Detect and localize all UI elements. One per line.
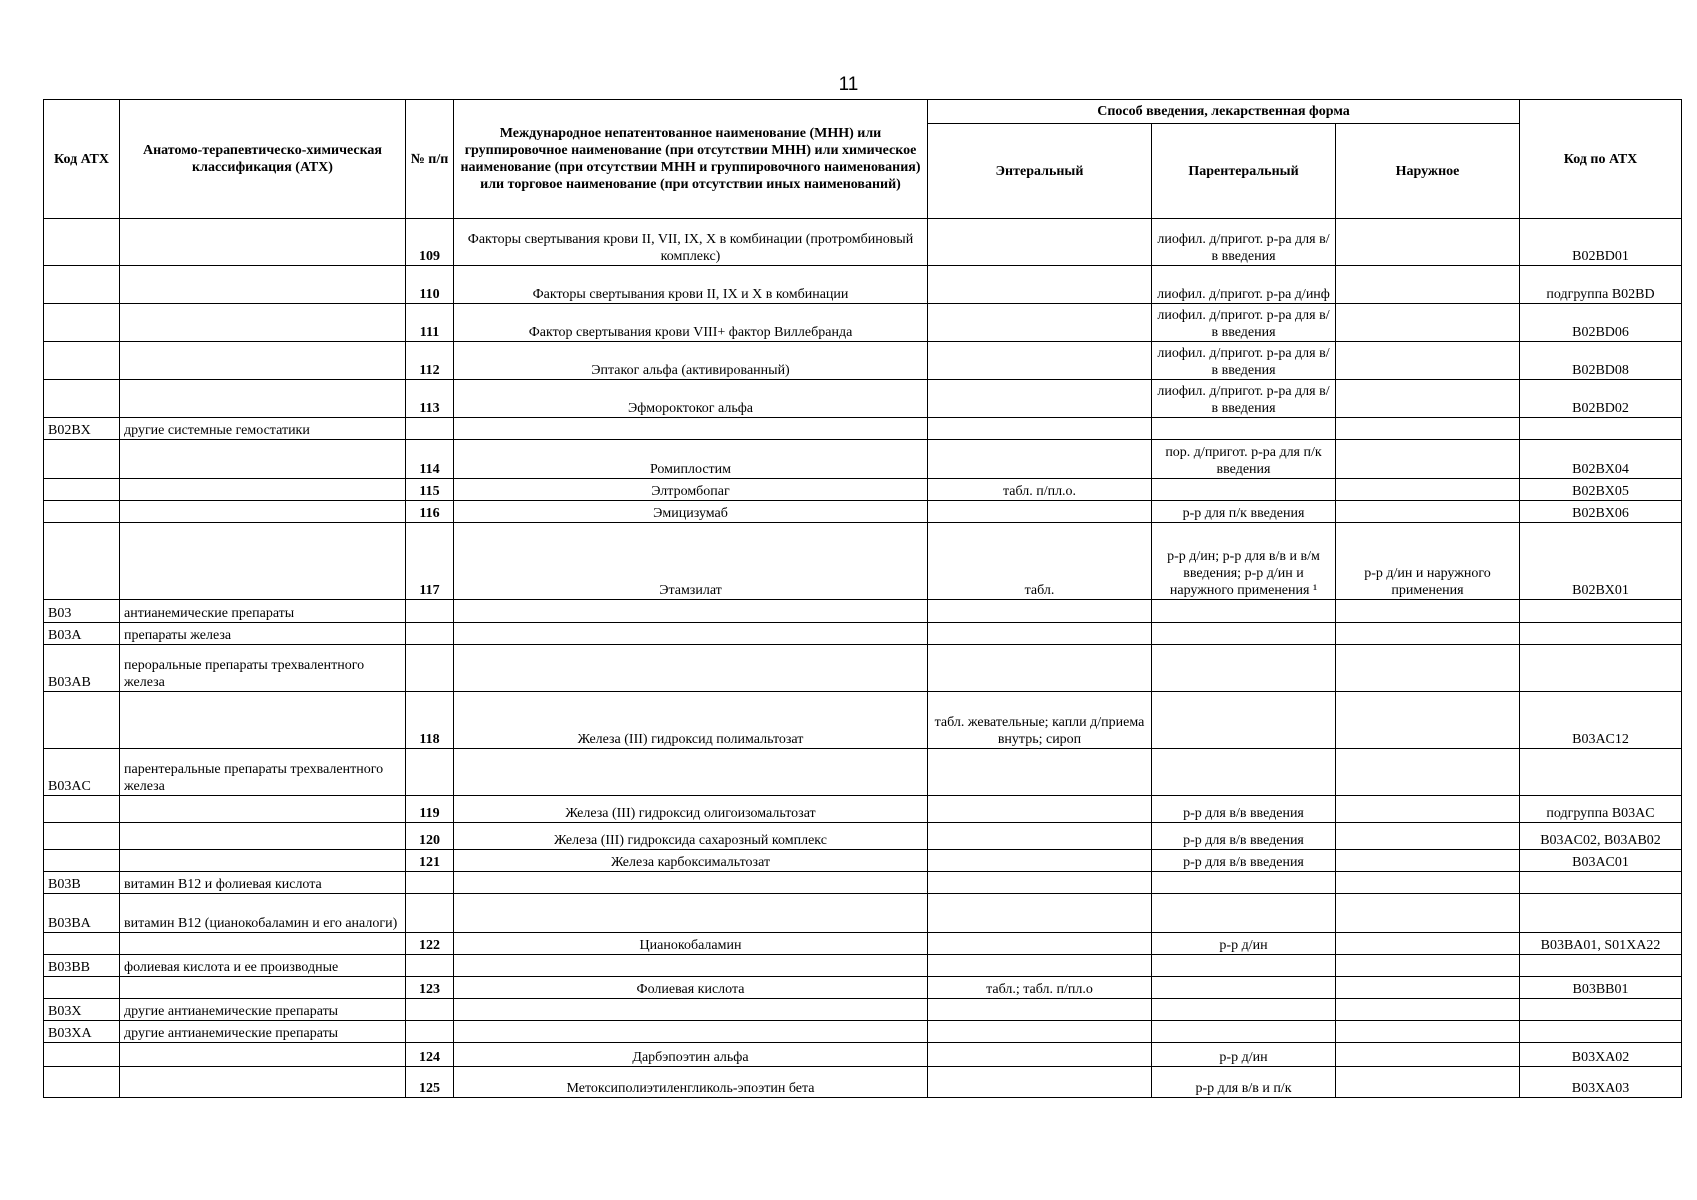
atc-code-cell: B03B [44,872,120,894]
group-row [44,999,1682,1021]
number-cell [406,872,454,894]
parenteral-cell: р-р д/ин [1152,933,1336,955]
inn-cell: Дарбэпоэтин альфа [454,1043,928,1067]
drug-table [43,99,1682,1098]
header-enteral: Энтеральный [928,124,1152,219]
atx-code-cell: B03XA02 [1520,1043,1682,1067]
atx-code-cell [1520,418,1682,440]
atx-code-cell: B03BA01, S01XA22 [1520,933,1682,955]
classification-cell [120,1067,406,1098]
external-cell [1336,999,1520,1021]
parenteral-cell [1152,645,1336,692]
inn-cell: Цианокобаламин [454,933,928,955]
classification-cell [120,523,406,600]
number-cell [406,749,454,796]
header-external: Наружное [1336,124,1520,219]
atc-code-cell: B03 [44,600,120,623]
classification-cell [120,219,406,266]
inn-cell [454,999,928,1021]
enteral-cell [928,501,1152,523]
classification-cell [120,440,406,479]
atx-code-cell [1520,600,1682,623]
atc-code-cell [44,304,120,342]
classification-cell: препараты железа [120,623,406,645]
inn-cell: Ромиплостим [454,440,928,479]
inn-cell: Этамзилат [454,523,928,600]
inn-cell [454,955,928,977]
enteral-cell [928,1043,1152,1067]
group-row [44,872,1682,894]
header-atc-code: Код АТХ [44,100,120,219]
classification-cell: витамин B12 и фолиевая кислота [120,872,406,894]
enteral-cell [928,304,1152,342]
classification-cell [120,304,406,342]
inn-cell: Факторы свертывания крови II, VII, IX, X в комбинации (протромбиновый комплекс) [454,219,928,266]
enteral-cell [928,219,1152,266]
inn-cell [454,1021,928,1043]
number-cell: 123 [406,977,454,999]
number-cell: 124 [406,1043,454,1067]
classification-cell [120,479,406,501]
external-cell [1336,1043,1520,1067]
external-cell [1336,623,1520,645]
atx-code-cell [1520,894,1682,933]
page-number: 11 [838,74,859,95]
inn-cell: Факторы свертывания крови II, IX и X в комбинации [454,266,928,304]
atc-code-cell [44,850,120,872]
header-classification: Анатомо-терапевтическо-химическая классификация (АТХ) [120,100,406,219]
inn-cell: Эмицизумаб [454,501,928,523]
table-row [44,850,1682,872]
atx-code-cell: подгруппа B02BD [1520,266,1682,304]
enteral-cell [928,872,1152,894]
enteral-cell [928,955,1152,977]
parenteral-cell [1152,749,1336,796]
enteral-cell: табл.; табл. п/пл.о [928,977,1152,999]
external-cell [1336,501,1520,523]
enteral-cell [928,645,1152,692]
parenteral-cell: р-р для в/в и п/к [1152,1067,1336,1098]
external-cell [1336,380,1520,418]
classification-cell [120,342,406,380]
header-inn: Международное непатентованное наименование (МНН) или группировочное наименование (при отсутствии МНН) или химическое наименование (при отсутствии МНН и группировочного наименования) или торговое наименование (при отсутствии иных наименований) [454,100,928,219]
external-cell [1336,850,1520,872]
atx-code-cell: подгруппа B03AC [1520,796,1682,823]
enteral-cell [928,600,1152,623]
classification-cell [120,796,406,823]
number-cell: 110 [406,266,454,304]
classification-cell: антианемические препараты [120,600,406,623]
header-parenteral: Парентеральный [1152,124,1336,219]
atc-code-cell: B03X [44,999,120,1021]
inn-cell: Железа (III) гидроксида сахарозный комплекс [454,823,928,850]
atc-code-cell [44,1067,120,1098]
parenteral-cell: лиофил. д/пригот. р-ра для в/в введения [1152,342,1336,380]
number-cell: 119 [406,796,454,823]
external-cell [1336,823,1520,850]
group-row [44,418,1682,440]
table-row [44,479,1682,501]
atc-code-cell [44,479,120,501]
inn-cell: Метоксиполиэтиленгликоль-эпоэтин бета [454,1067,928,1098]
atc-code-cell [44,692,120,749]
atc-code-cell: B03BB [44,955,120,977]
table-row [44,219,1682,266]
number-cell [406,1021,454,1043]
classification-cell [120,977,406,999]
atc-code-cell [44,523,120,600]
atx-code-cell [1520,645,1682,692]
atx-code-cell: B03AC02, B03AB02 [1520,823,1682,850]
table-body [44,219,1682,1098]
atc-code-cell: B03XA [44,1021,120,1043]
classification-cell: фолиевая кислота и ее производные [120,955,406,977]
enteral-cell: табл. жевательные; капли д/приема внутрь; сироп [928,692,1152,749]
group-row [44,1021,1682,1043]
external-cell [1336,872,1520,894]
classification-cell [120,933,406,955]
number-cell: 113 [406,380,454,418]
table-row [44,823,1682,850]
external-cell [1336,645,1520,692]
parenteral-cell: лиофил. д/пригот. р-ра для в/в введения [1152,380,1336,418]
enteral-cell [928,440,1152,479]
external-cell [1336,304,1520,342]
classification-cell [120,380,406,418]
table-row [44,692,1682,749]
table-row [44,977,1682,999]
enteral-cell [928,749,1152,796]
atx-code-cell: B02BD08 [1520,342,1682,380]
parenteral-cell [1152,955,1336,977]
inn-cell [454,418,928,440]
external-cell [1336,266,1520,304]
enteral-cell [928,850,1152,872]
number-cell [406,955,454,977]
enteral-cell [928,933,1152,955]
atc-code-cell [44,440,120,479]
parenteral-cell: р-р для в/в введения [1152,796,1336,823]
number-cell: 114 [406,440,454,479]
parenteral-cell: пор. д/пригот. р-ра для п/к введения [1152,440,1336,479]
enteral-cell [928,1021,1152,1043]
inn-cell: Железа карбоксимальтозат [454,850,928,872]
parenteral-cell [1152,600,1336,623]
parenteral-cell: р-р д/ин; р-р для в/в и в/м введения; р-р д/ин и наружного применения ¹ [1152,523,1336,600]
parenteral-cell: лиофил. д/пригот. р-ра для в/в введения [1152,304,1336,342]
parenteral-cell: р-р для п/к введения [1152,501,1336,523]
enteral-cell [928,266,1152,304]
inn-cell: Железа (III) гидроксид олигоизомальтозат [454,796,928,823]
number-cell [406,999,454,1021]
classification-cell: другие антианемические препараты [120,1021,406,1043]
table-row [44,523,1682,600]
external-cell [1336,342,1520,380]
table-row [44,933,1682,955]
enteral-cell [928,999,1152,1021]
external-cell [1336,418,1520,440]
atx-code-cell: B02BX04 [1520,440,1682,479]
number-cell: 125 [406,1067,454,1098]
enteral-cell [928,418,1152,440]
enteral-cell [928,342,1152,380]
table-row [44,1043,1682,1067]
parenteral-cell: р-р для в/в введения [1152,850,1336,872]
external-cell: р-р д/ин и наружного применения [1336,523,1520,600]
table-row [44,266,1682,304]
number-cell [406,645,454,692]
enteral-cell: табл. [928,523,1152,600]
atc-code-cell: B03AB [44,645,120,692]
group-row [44,623,1682,645]
inn-cell: Фактор свертывания крови VIII+ фактор Виллебранда [454,304,928,342]
classification-cell [120,501,406,523]
atc-code-cell: B03BA [44,894,120,933]
atx-code-cell: B03AC01 [1520,850,1682,872]
number-cell: 115 [406,479,454,501]
external-cell [1336,440,1520,479]
number-cell: 112 [406,342,454,380]
external-cell [1336,933,1520,955]
inn-cell: Эфмороктоког альфа [454,380,928,418]
atc-code-cell [44,342,120,380]
atc-code-cell [44,219,120,266]
table-row [44,501,1682,523]
atc-code-cell: B02BX [44,418,120,440]
external-cell [1336,479,1520,501]
number-cell: 116 [406,501,454,523]
inn-cell [454,645,928,692]
inn-cell: Эптаког альфа (активированный) [454,342,928,380]
parenteral-cell: р-р для в/в введения [1152,823,1336,850]
group-row [44,645,1682,692]
inn-cell [454,749,928,796]
atc-code-cell [44,977,120,999]
group-row [44,955,1682,977]
group-row [44,600,1682,623]
table-row [44,342,1682,380]
inn-cell [454,623,928,645]
atx-code-cell: B02BX05 [1520,479,1682,501]
inn-cell [454,600,928,623]
atx-code-cell: B02BD06 [1520,304,1682,342]
number-cell [406,600,454,623]
number-cell: 111 [406,304,454,342]
inn-cell: Железа (III) гидроксид полимальтозат [454,692,928,749]
atx-code-cell [1520,999,1682,1021]
number-cell [406,623,454,645]
enteral-cell [928,796,1152,823]
atx-code-cell: B03XA03 [1520,1067,1682,1098]
classification-cell: другие антианемические препараты [120,999,406,1021]
atc-code-cell: B03AC [44,749,120,796]
number-cell: 109 [406,219,454,266]
external-cell [1336,600,1520,623]
enteral-cell [928,380,1152,418]
classification-cell [120,850,406,872]
parenteral-cell [1152,479,1336,501]
enteral-cell [928,823,1152,850]
header-route-group: Способ введения, лекарственная форма [928,100,1520,124]
atc-code-cell [44,1043,120,1067]
number-cell [406,894,454,933]
inn-cell [454,872,928,894]
number-cell: 122 [406,933,454,955]
parenteral-cell [1152,999,1336,1021]
external-cell [1336,955,1520,977]
atx-code-cell: B03AC12 [1520,692,1682,749]
number-cell: 120 [406,823,454,850]
number-cell [406,418,454,440]
classification-cell: парентеральные препараты трехвалентного железа [120,749,406,796]
group-row [44,749,1682,796]
parenteral-cell [1152,418,1336,440]
atc-code-cell [44,380,120,418]
atc-code-cell [44,796,120,823]
group-row [44,894,1682,933]
external-cell [1336,1067,1520,1098]
header-atx-code: Код по АТХ [1520,100,1682,219]
enteral-cell [928,894,1152,933]
parenteral-cell: лиофил. д/пригот. р-ра д/инф [1152,266,1336,304]
inn-cell: Элтромбопаг [454,479,928,501]
atx-code-cell: B02BX06 [1520,501,1682,523]
atc-code-cell [44,933,120,955]
table-header [44,100,1682,219]
atx-code-cell: B02BD02 [1520,380,1682,418]
classification-cell [120,1043,406,1067]
atc-code-cell [44,823,120,850]
classification-cell: витамин B12 (цианокобаламин и его аналоги) [120,894,406,933]
parenteral-cell [1152,894,1336,933]
classification-cell: пероральные препараты трехвалентного железа [120,645,406,692]
number-cell: 118 [406,692,454,749]
atx-code-cell: B02BD01 [1520,219,1682,266]
classification-cell [120,692,406,749]
classification-cell [120,823,406,850]
parenteral-cell [1152,623,1336,645]
external-cell [1336,749,1520,796]
external-cell [1336,977,1520,999]
external-cell [1336,692,1520,749]
atx-code-cell [1520,955,1682,977]
atx-code-cell [1520,623,1682,645]
atc-code-cell [44,266,120,304]
inn-cell [454,894,928,933]
external-cell [1336,1021,1520,1043]
table-row [44,440,1682,479]
parenteral-cell [1152,977,1336,999]
enteral-cell [928,1067,1152,1098]
external-cell [1336,219,1520,266]
atx-code-cell: B03BB01 [1520,977,1682,999]
parenteral-cell [1152,1021,1336,1043]
table-row [44,1067,1682,1098]
atx-code-cell: B02BX01 [1520,523,1682,600]
atc-code-cell: B03A [44,623,120,645]
number-cell: 117 [406,523,454,600]
enteral-cell [928,623,1152,645]
atx-code-cell [1520,1021,1682,1043]
external-cell [1336,796,1520,823]
parenteral-cell [1152,692,1336,749]
enteral-cell: табл. п/пл.о. [928,479,1152,501]
inn-cell: Фолиевая кислота [454,977,928,999]
table-row [44,380,1682,418]
header-number: № п/п [406,100,454,219]
atc-code-cell [44,501,120,523]
external-cell [1336,894,1520,933]
parenteral-cell: р-р д/ин [1152,1043,1336,1067]
atx-code-cell [1520,749,1682,796]
atx-code-cell [1520,872,1682,894]
number-cell: 121 [406,850,454,872]
table-row [44,796,1682,823]
table-row [44,304,1682,342]
parenteral-cell: лиофил. д/пригот. р-ра для в/в введения [1152,219,1336,266]
parenteral-cell [1152,872,1336,894]
classification-cell [120,266,406,304]
classification-cell: другие системные гемостатики [120,418,406,440]
